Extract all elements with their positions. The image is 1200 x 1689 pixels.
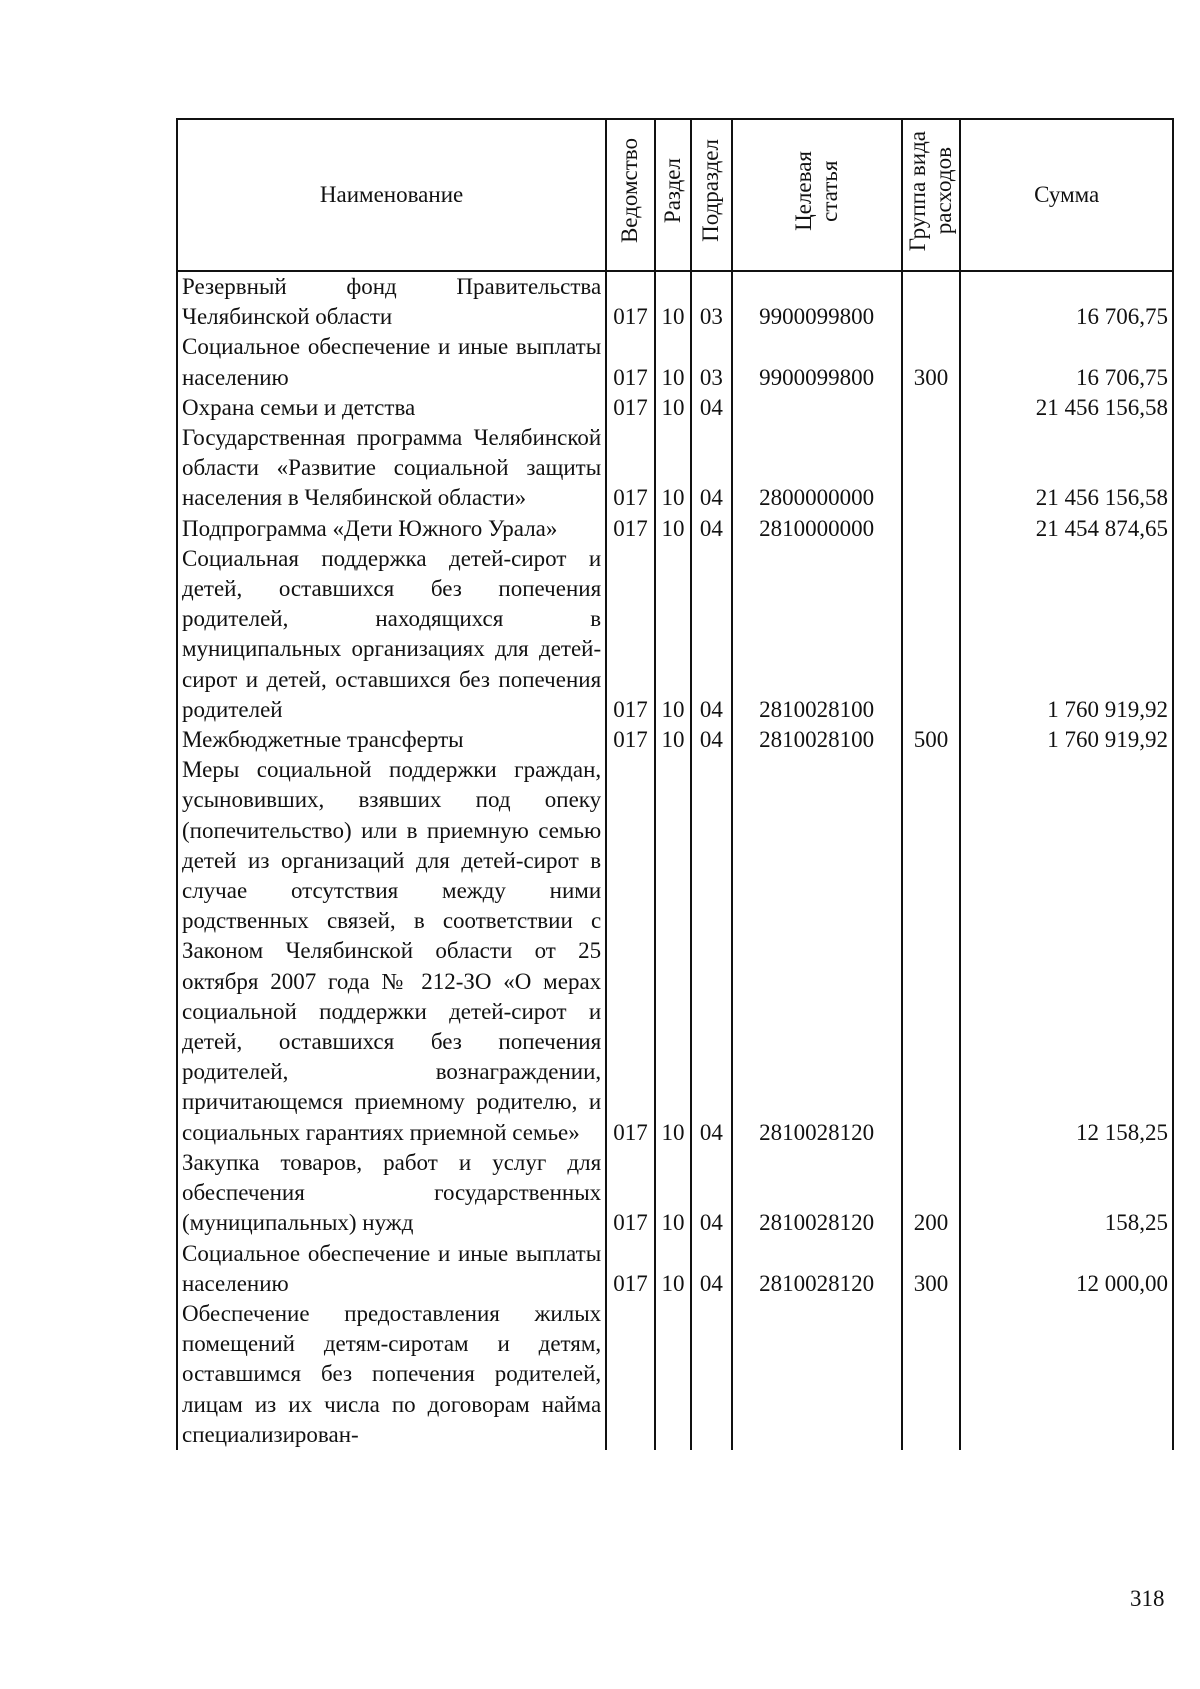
row-celevaya: 9900099800: [732, 271, 902, 332]
row-podrazdel: 03: [691, 332, 731, 392]
row-celevaya: 2810028100: [732, 544, 902, 725]
row-razdel: 10: [655, 725, 691, 755]
header-vedomstvo-label: Ведомство: [617, 138, 643, 244]
row-gruppa: [902, 393, 961, 423]
row-name: Государственная программа Челябинской области «Развитие социальной защиты населения в Челябинской области»: [177, 423, 606, 514]
row-podrazdel: 04: [691, 423, 731, 514]
row-gruppa: [902, 271, 961, 332]
row-summa: 12 000,00: [960, 1239, 1173, 1299]
row-razdel: 10: [655, 544, 691, 725]
row-gruppa: [902, 755, 961, 1148]
row-gruppa: [902, 514, 961, 544]
row-podrazdel: 04: [691, 755, 731, 1148]
row-gruppa: [902, 423, 961, 514]
row-gruppa: 300: [902, 332, 961, 392]
row-razdel: 10: [655, 271, 691, 332]
row-podrazdel: [691, 1299, 731, 1450]
row-podrazdel: 04: [691, 393, 731, 423]
table-row: [177, 423, 1173, 514]
row-podrazdel: 03: [691, 271, 731, 332]
header-gruppa: [902, 119, 961, 271]
row-celevaya: 2810028120: [732, 1148, 902, 1239]
table-row: [177, 544, 1173, 725]
table-row: [177, 1148, 1173, 1239]
row-razdel: [655, 1299, 691, 1450]
row-gruppa: [902, 1299, 961, 1450]
row-celevaya: 2810000000: [732, 514, 902, 544]
header-razdel-label: Раздел: [659, 158, 685, 224]
header-podrazdel: [691, 119, 731, 271]
row-summa: 16 706,75: [960, 271, 1173, 332]
header-celevaya: [732, 119, 902, 271]
row-summa: 21 456 156,58: [960, 423, 1173, 514]
table-row: [177, 1239, 1173, 1299]
row-summa: 12 158,25: [960, 755, 1173, 1148]
row-celevaya: 2810028100: [732, 725, 902, 755]
row-name: Подпрограмма «Дети Южного Урала»: [177, 514, 606, 544]
header-razdel: [655, 119, 691, 271]
row-name: Социальное обеспечение и иные выплаты населению: [177, 1239, 606, 1299]
row-vedomstvo: 017: [606, 271, 655, 332]
page-number: 318: [1130, 1586, 1165, 1611]
row-vedomstvo: 017: [606, 1239, 655, 1299]
header-name: Наименование: [177, 119, 606, 271]
row-gruppa: 300: [902, 1239, 961, 1299]
row-celevaya: [732, 1299, 902, 1450]
table-header-row: [177, 119, 1173, 271]
table-body: [177, 271, 1173, 1450]
header-vedomstvo: [606, 119, 655, 271]
row-summa: 16 706,75: [960, 332, 1173, 392]
row-summa: 1 760 919,92: [960, 544, 1173, 725]
row-vedomstvo: 017: [606, 393, 655, 423]
row-celevaya: 9900099800: [732, 332, 902, 392]
row-vedomstvo: 017: [606, 423, 655, 514]
row-podrazdel: 04: [691, 1239, 731, 1299]
row-summa: [960, 1299, 1173, 1450]
row-name: Закупка товаров, работ и услуг для обеспечения государственных (муниципальных) нужд: [177, 1148, 606, 1239]
row-name: Социальное обеспечение и иные выплаты населению: [177, 332, 606, 392]
row-vedomstvo: 017: [606, 725, 655, 755]
row-podrazdel: 04: [691, 1148, 731, 1239]
row-razdel: 10: [655, 755, 691, 1148]
table-row: [177, 1299, 1173, 1450]
row-razdel: 10: [655, 514, 691, 544]
row-celevaya: 2810028120: [732, 755, 902, 1148]
header-podrazdel-label: Подраздел: [698, 139, 724, 243]
header-summa: Сумма: [960, 119, 1173, 271]
row-razdel: 10: [655, 1148, 691, 1239]
row-razdel: 10: [655, 423, 691, 514]
table-row: [177, 514, 1173, 544]
row-vedomstvo: 017: [606, 1148, 655, 1239]
row-podrazdel: 04: [691, 514, 731, 544]
row-gruppa: 200: [902, 1148, 961, 1239]
row-name: Межбюджетные трансферты: [177, 725, 606, 755]
row-gruppa: 500: [902, 725, 961, 755]
row-celevaya: 2810028120: [732, 1239, 902, 1299]
row-name: Резервный фонд Правительства Челябинской области: [177, 271, 606, 332]
table-row: [177, 393, 1173, 423]
row-gruppa: [902, 544, 961, 725]
row-name: Охрана семьи и детства: [177, 393, 606, 423]
row-vedomstvo: 017: [606, 544, 655, 725]
row-name: Меры социальной поддержки граждан, усыновивших, взявших под опеку (попечительство) или в приемную семью детей из организаций для детей-сирот в случае отсутствия между ними родственных связей, в соответствии с Законом Челябинской области от 25 октября 2007 года № 212-ЗО «О мерах социальной поддержки детей-сирот и детей, оставшихся без попечения родителей, вознаграждении, причитающемся приемному родителю, и социальных гарантиях приемной семье»: [177, 755, 606, 1148]
row-summa: 21 456 156,58: [960, 393, 1173, 423]
row-razdel: 10: [655, 332, 691, 392]
row-vedomstvo: 017: [606, 514, 655, 544]
row-celevaya: 2800000000: [732, 423, 902, 514]
table-row: [177, 332, 1173, 392]
row-razdel: 10: [655, 1239, 691, 1299]
row-summa: 21 454 874,65: [960, 514, 1173, 544]
row-celevaya: [732, 393, 902, 423]
row-name: Социальная поддержка детей-сирот и детей, оставшихся без попечения родителей, находящихся в муниципальных организациях для детей-сирот и детей, оставшихся без попечения родителей: [177, 544, 606, 725]
header-gruppa-label: Группа вида расходов: [905, 130, 957, 251]
row-name: Обеспечение предоставления жилых помещений детям-сиротам и детям, оставшимся без попечения родителей, лицам из их числа по договорам найма специализирован-: [177, 1299, 606, 1450]
row-summa: 158,25: [960, 1148, 1173, 1239]
row-podrazdel: 04: [691, 544, 731, 725]
table-row: [177, 755, 1173, 1148]
table-row: [177, 271, 1173, 332]
row-vedomstvo: 017: [606, 755, 655, 1148]
table-row: [177, 725, 1173, 755]
budget-table: [176, 118, 1174, 1450]
row-summa: 1 760 919,92: [960, 725, 1173, 755]
header-celevaya-label: Целевая статья: [790, 150, 842, 231]
row-vedomstvo: [606, 1299, 655, 1450]
row-razdel: 10: [655, 393, 691, 423]
row-podrazdel: 04: [691, 725, 731, 755]
row-vedomstvo: 017: [606, 332, 655, 392]
